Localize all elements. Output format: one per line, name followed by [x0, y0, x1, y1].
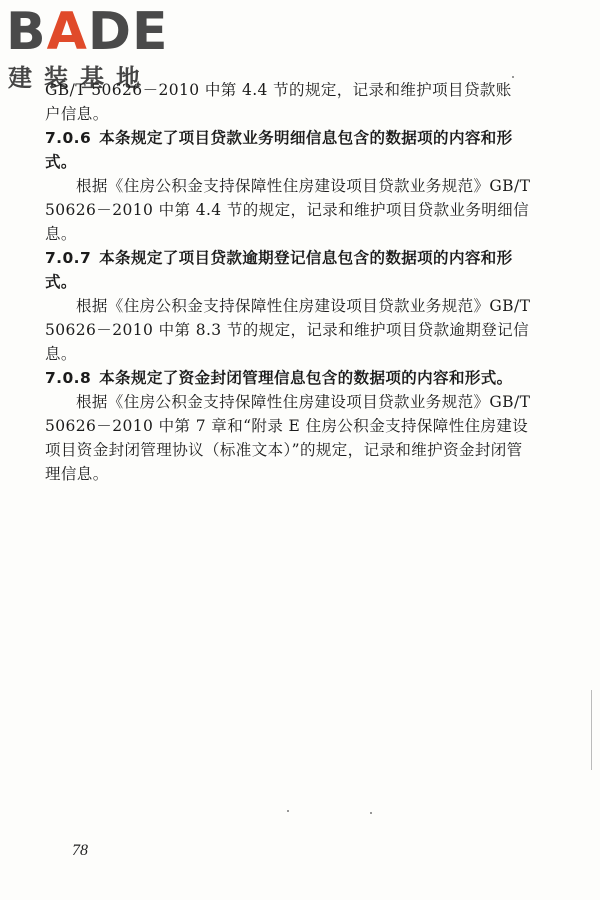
page-number: 78	[72, 842, 88, 859]
watermark-letter-b: B	[6, 2, 47, 62]
continuation-line-1: GB/T 50626－2010 中第 4.4 节的规定，记录和维护项目贷款账	[45, 81, 512, 99]
watermark-letters-de: DE	[87, 2, 169, 62]
clause-body-7-0-6: 根据《住房公积金支持保障性住房建设项目贷款业务规范》GB/T 50626－2010 中第 4.4 节的规定，记录和维护项目贷款业务明细信息。	[45, 177, 531, 243]
scan-speck	[370, 812, 372, 814]
clause-number: 7.0.8	[45, 369, 92, 387]
watermark-letter-a: A	[46, 2, 88, 62]
clause-heading-7-0-8	[45, 366, 535, 390]
clause-title: 本条规定了项目贷款逾期登记信息包含的数据项的内容和形式。	[45, 248, 513, 291]
clause-number: 7.0.6	[45, 129, 92, 147]
scan-edge-mark	[591, 690, 592, 770]
clause-title: 本条规定了项目贷款业务明细信息包含的数据项的内容和形式。	[45, 128, 513, 171]
clause-number: 7.0.7	[45, 249, 92, 267]
scan-speck	[287, 810, 289, 812]
clause-title: 本条规定了资金封闭管理信息包含的数据项的内容和形式。	[99, 368, 513, 387]
watermark-word	[6, 4, 169, 60]
clause-body-7-0-8: 根据《住房公积金支持保障性住房建设项目贷款业务规范》GB/T 50626－2010 中第 7 章和“附录 E 住房公积金支持保障性住房建设项目资金封闭管理协议（标准文本）”的规定，记录和维护资金封闭管理信息。	[45, 393, 531, 483]
document-body	[45, 78, 535, 486]
clause-body-7-0-7: 根据《住房公积金支持保障性住房建设项目贷款业务规范》GB/T 50626－2010 中第 8.3 节的规定，记录和维护项目贷款逾期登记信息。	[45, 297, 531, 363]
scan-speck	[512, 76, 514, 78]
watermark-subtitle: 建装基地	[8, 64, 152, 92]
clause-heading-7-0-6	[45, 126, 535, 174]
continuation-paragraph	[45, 78, 535, 126]
clause-heading-7-0-7	[45, 246, 535, 294]
continuation-line-2: 户信息。	[45, 105, 109, 123]
